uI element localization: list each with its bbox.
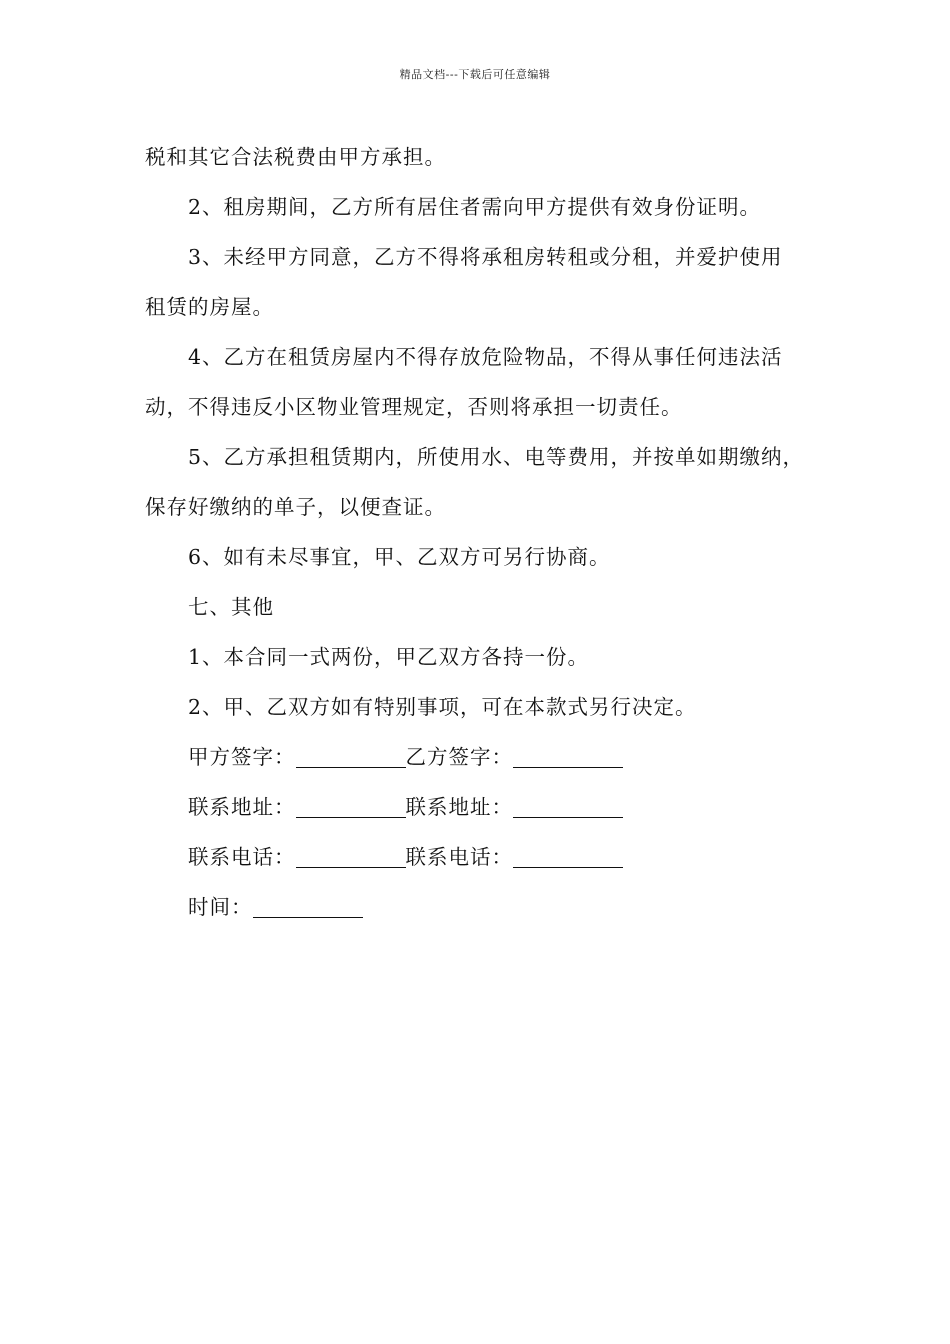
phone-row: [145, 832, 825, 882]
document-body: [145, 132, 825, 932]
section-heading: 七、其他: [188, 595, 274, 619]
party-b-sign-label: 乙方签字：: [405, 745, 513, 769]
time-label: 时间：: [188, 895, 253, 919]
time-row: [145, 882, 825, 932]
paragraph-line: 2、甲、乙双方如有特别事项，可在本款式另行决定。: [188, 695, 697, 719]
party-a-phone-label: 联系电话：: [188, 845, 296, 869]
party-b-phone-blank[interactable]: [513, 845, 623, 868]
party-b-phone-label: 联系电话：: [405, 845, 513, 869]
paragraph-line: 租赁的房屋。: [145, 295, 274, 319]
paragraph-line: 3、未经甲方同意，乙方不得将承租房转租或分租，并爱护使用: [188, 245, 783, 269]
paragraph-line: 4、乙方在租赁房屋内不得存放危险物品，不得从事任何违法活: [188, 345, 783, 369]
party-a-sign-blank[interactable]: [296, 745, 406, 768]
party-b-sign-blank[interactable]: [513, 745, 623, 768]
paragraph-line: 6、如有未尽事宜，甲、乙双方可另行协商。: [188, 545, 611, 569]
party-a-address-label: 联系地址：: [188, 795, 296, 819]
paragraph-line: 1、本合同一式两份，甲乙双方各持一份。: [188, 645, 590, 669]
paragraph-line: 5、乙方承担租赁期内，所使用水、电等费用，并按单如期缴纳，: [188, 445, 805, 469]
signature-row: [145, 732, 825, 782]
paragraph-line: 税和其它合法税费由甲方承担。: [145, 145, 446, 169]
paragraph-line: 保存好缴纳的单子，以便查证。: [145, 495, 446, 519]
party-a-sign-label: 甲方签字：: [188, 745, 296, 769]
time-blank[interactable]: [253, 895, 363, 918]
page-header: 精品文档---下载后可任意编辑: [399, 68, 551, 81]
paragraph-line: 动，不得违反小区物业管理规定，否则将承担一切责任。: [145, 395, 683, 419]
party-a-phone-blank[interactable]: [296, 845, 406, 868]
address-row: [145, 782, 825, 832]
party-b-address-label: 联系地址：: [405, 795, 513, 819]
party-b-address-blank[interactable]: [513, 795, 623, 818]
party-a-address-blank[interactable]: [296, 795, 406, 818]
paragraph-line: 2、租房期间，乙方所有居住者需向甲方提供有效身份证明。: [188, 195, 762, 219]
